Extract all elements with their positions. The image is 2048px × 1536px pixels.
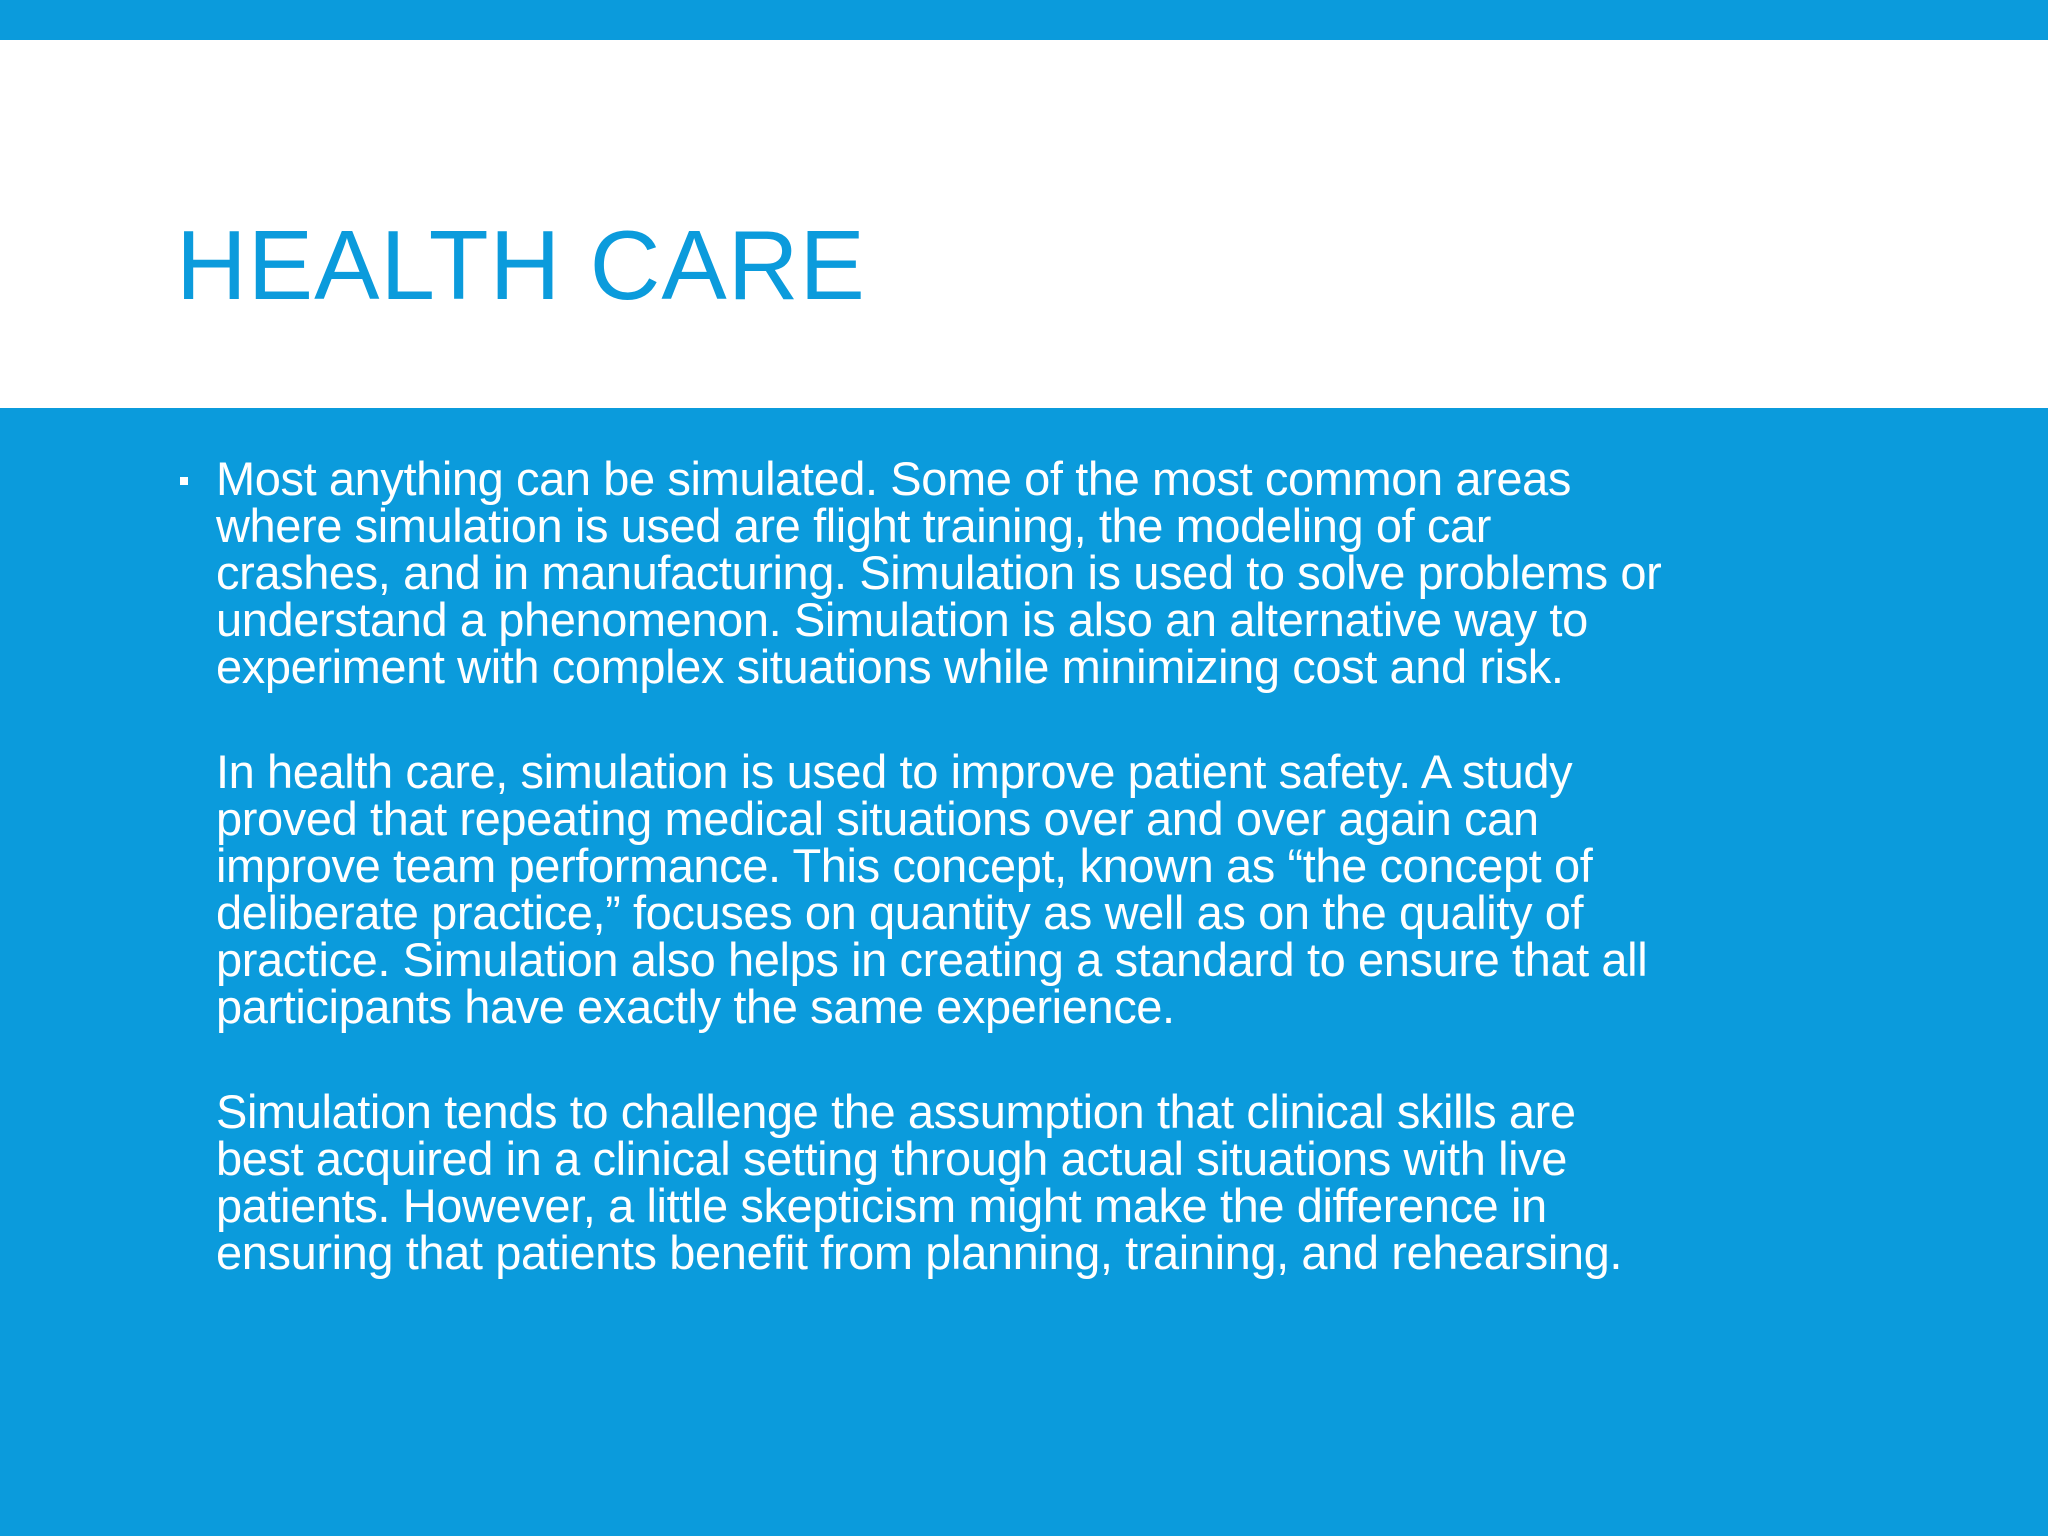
title-panel — [0, 40, 2048, 408]
top-accent-band — [0, 0, 2048, 40]
slide-content — [176, 452, 1876, 1334]
slide-title: HEALTH CARE — [176, 210, 866, 320]
paragraph-intro: Most anything can be simulated. Some of the most common areas where simulation is used are flight training, the modeling of car crashes, and in manufacturing. Simulation is used to solve problems or understand a phenomenon. Simulation is also an alternative way to experiment with complex situations while minimizing cost and risk. — [216, 452, 1662, 693]
paragraph-clinical-skills: Simulation tends to challenge the assumption that clinical skills are best acquired in a clinical setting through actual situations with live patients. However, a little skepticism might make the difference in ensuring that patients benefit from planning, training, and rehearsing. — [216, 1085, 1623, 1279]
bullet-square-icon — [180, 477, 188, 485]
paragraph-patient-safety: In health care, simulation is used to improve patient safety. A study proved that repeating medical situations over and over again can improve team performance. This concept, known as “the concept of deliberate practice,” focuses on quantity as well as on the quality of practice. Simulation also helps in creating a standard to ensure that all participants have exactly the same experience. — [216, 745, 1648, 1033]
